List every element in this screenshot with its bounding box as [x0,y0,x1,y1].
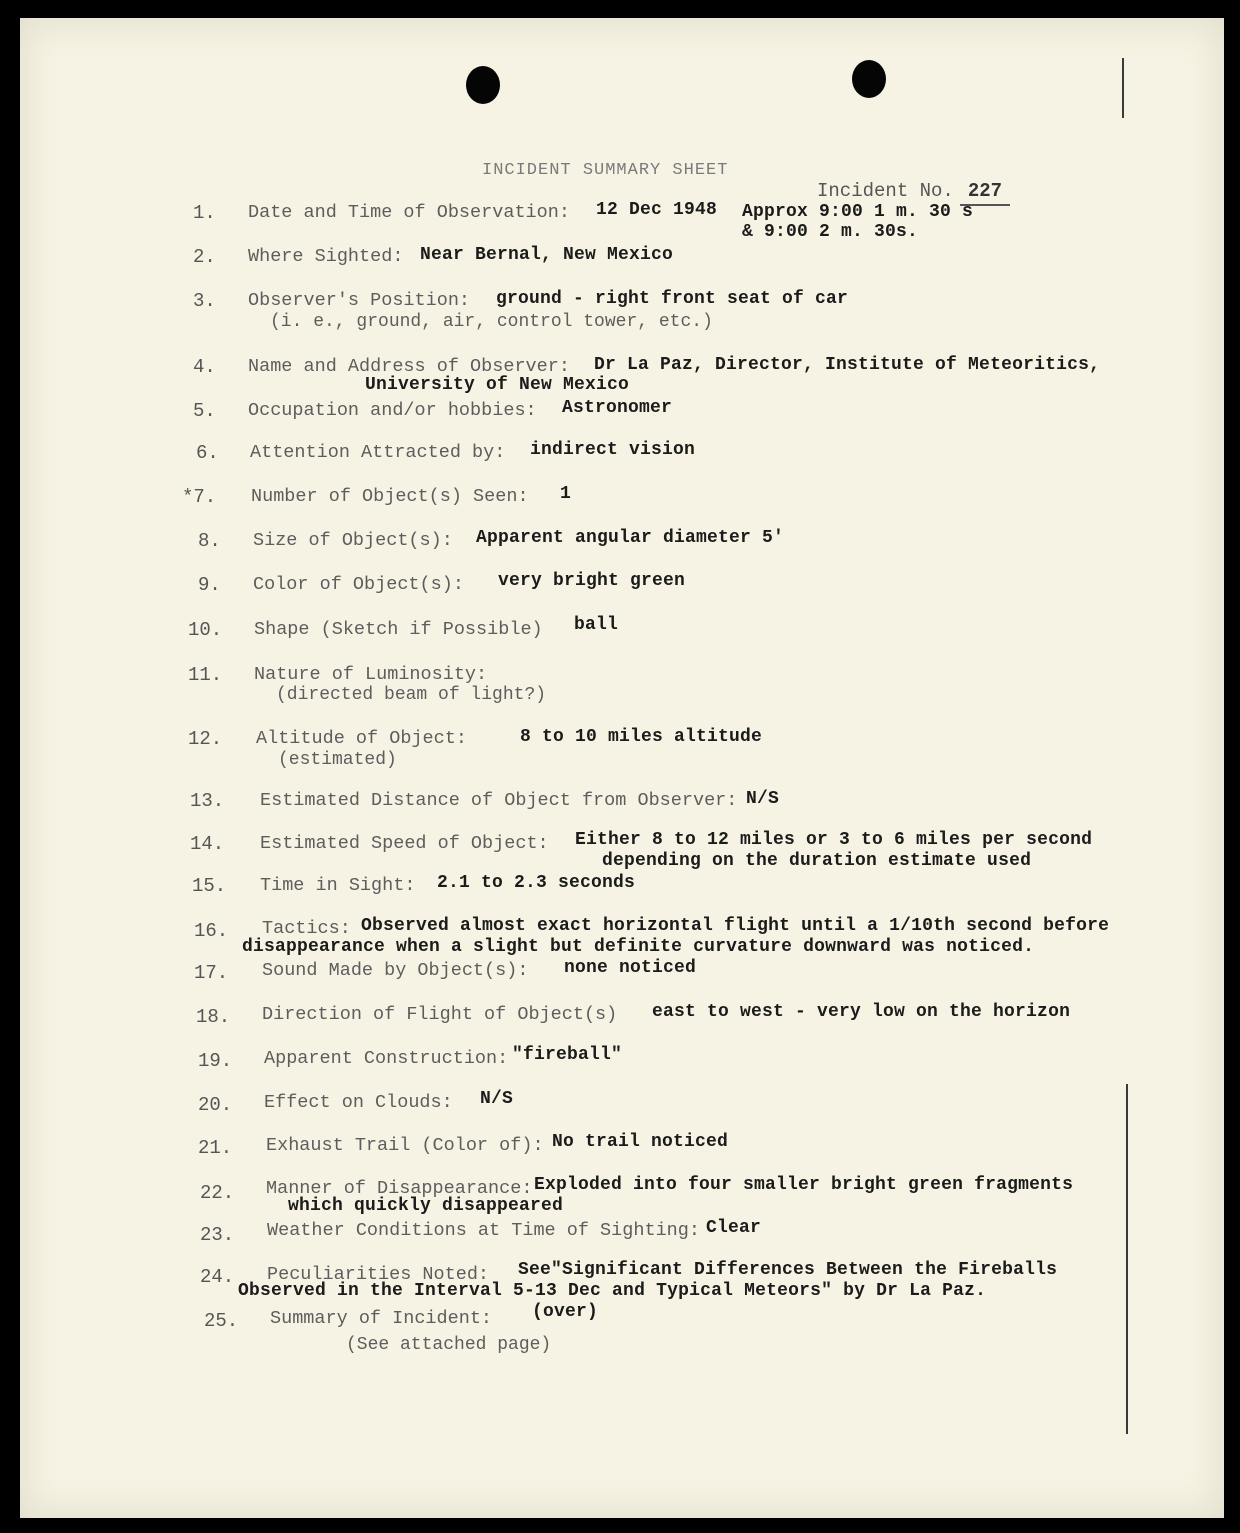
field-answer: Dr La Paz, Director, Institute of Meteoritics, [594,355,1101,375]
field-label: Tactics: [262,918,351,939]
punch-hole-right [852,60,886,98]
incident-number: 227 [960,180,1010,206]
field-hint: (i. e., ground, air, control tower, etc.) [270,312,713,332]
field-answer: 12 Dec 1948 [596,200,718,220]
field-answer: Near Bernal, New Mexico [420,245,674,265]
item-number: 18. [196,1006,231,1028]
field-label: Exhaust Trail (Color of): [266,1135,544,1156]
incident-number-label: Incident No. [817,180,954,202]
item-number: 11. [188,664,223,686]
field-label: Shape (Sketch if Possible) [254,619,543,640]
item-number: 17. [194,962,229,984]
item-number: 14. [190,833,225,855]
item-number: 9. [198,574,221,596]
field-answer: very bright green [498,571,686,591]
item-number: 5. [193,400,216,422]
item-number: 19. [198,1050,233,1072]
field-label: Where Sighted: [248,246,404,267]
item-number: 12. [188,728,223,750]
field-answer: ball [574,615,619,635]
field-answer: Either 8 to 12 miles or 3 to 6 miles per second [575,830,1093,850]
field-hint: (estimated) [278,750,397,770]
field-answer: "fireball" [512,1045,623,1065]
field-answer: which quickly disappeared [288,1196,564,1216]
field-label: Attention Attracted by: [250,442,506,463]
field-label: Nature of Luminosity: [254,664,488,685]
field-label: Color of Object(s): [253,574,464,595]
field-label: Manner of Disappearance: [266,1178,533,1199]
item-number: 15. [192,875,227,897]
field-label: Apparent Construction: [264,1048,509,1069]
item-number: 3. [193,290,216,312]
field-answer: & 9:00 2 m. 30s. [742,222,919,242]
field-answer: Approx 9:00 1 m. 30 s [742,202,974,222]
field-answer: Astronomer [562,398,673,418]
field-answer: 1 [560,484,572,504]
field-answer: See"Significant Differences Between the Fireballs [518,1260,1058,1280]
field-answer: N/S [746,789,780,809]
item-number: 22. [200,1182,235,1204]
field-answer: Observed in the Interval 5-13 Dec and Typical Meteors" by Dr La Paz. [238,1281,987,1301]
field-answer: indirect vision [530,440,696,460]
item-number: 8. [198,530,221,552]
field-answer: No trail noticed [552,1132,729,1152]
field-answer: 2.1 to 2.3 seconds [437,873,636,893]
field-label: Peculiarities Noted: [267,1264,490,1285]
field-label: Effect on Clouds: [264,1092,453,1113]
field-answer: depending on the duration estimate used [602,851,1032,871]
field-answer: none noticed [564,958,697,978]
item-number: 23. [200,1224,235,1246]
field-answer: Observed almost exact horizontal flight until a 1/10th second before [361,916,1110,936]
field-label: Estimated Distance of Object from Observer: [260,790,738,811]
field-answer: (over) [532,1302,599,1322]
field-answer: Exploded into four smaller bright green fragments [534,1175,1074,1195]
field-hint: (directed beam of light?) [276,685,547,705]
page-edge-mark [1122,58,1124,118]
field-label: Date and Time of Observation: [248,202,570,223]
item-number: 25. [204,1310,239,1332]
document-title: INCIDENT SUMMARY SHEET [482,161,729,180]
field-answer: ground - right front seat of car [496,289,849,309]
item-number: 6. [196,442,219,464]
field-label: Estimated Speed of Object: [260,833,549,854]
document-page [20,18,1224,1518]
field-label: Sound Made by Object(s): [262,960,529,981]
item-number: *7. [182,486,217,508]
item-number: 4. [193,356,216,378]
page-edge-mark [1126,1084,1128,1434]
field-hint: (See attached page) [346,1335,552,1355]
field-label: Direction of Flight of Object(s) [262,1004,618,1025]
field-answer: University of New Mexico [365,375,630,395]
field-label: Observer's Position: [248,290,471,311]
item-number: 21. [198,1137,233,1159]
field-answer: Apparent angular diameter 5' [476,528,785,548]
field-label: Occupation and/or hobbies: [248,400,537,421]
field-answer: 8 to 10 miles altitude [520,727,763,747]
item-number: 10. [188,619,223,641]
item-number: 1. [193,202,216,224]
punch-hole-left [466,66,500,104]
item-number: 13. [190,790,225,812]
field-answer: N/S [480,1089,514,1109]
field-answer: disappearance when a slight but definite curvature downward was noticed. [242,937,1035,957]
field-label: Altitude of Object: [256,728,467,749]
field-answer: east to west - very low on the horizon [652,1002,1071,1022]
item-number: 16. [194,920,229,942]
field-label: Weather Conditions at Time of Sighting: [267,1220,700,1241]
field-label: Size of Object(s): [253,530,453,551]
item-number: 24. [200,1266,235,1288]
item-number: 20. [198,1094,233,1116]
field-label: Summary of Incident: [270,1308,493,1329]
field-answer: Clear [706,1218,762,1238]
field-label: Time in Sight: [260,875,416,896]
item-number: 2. [193,246,216,268]
field-label: Number of Object(s) Seen: [251,486,529,507]
field-label: Name and Address of Observer: [248,356,570,377]
